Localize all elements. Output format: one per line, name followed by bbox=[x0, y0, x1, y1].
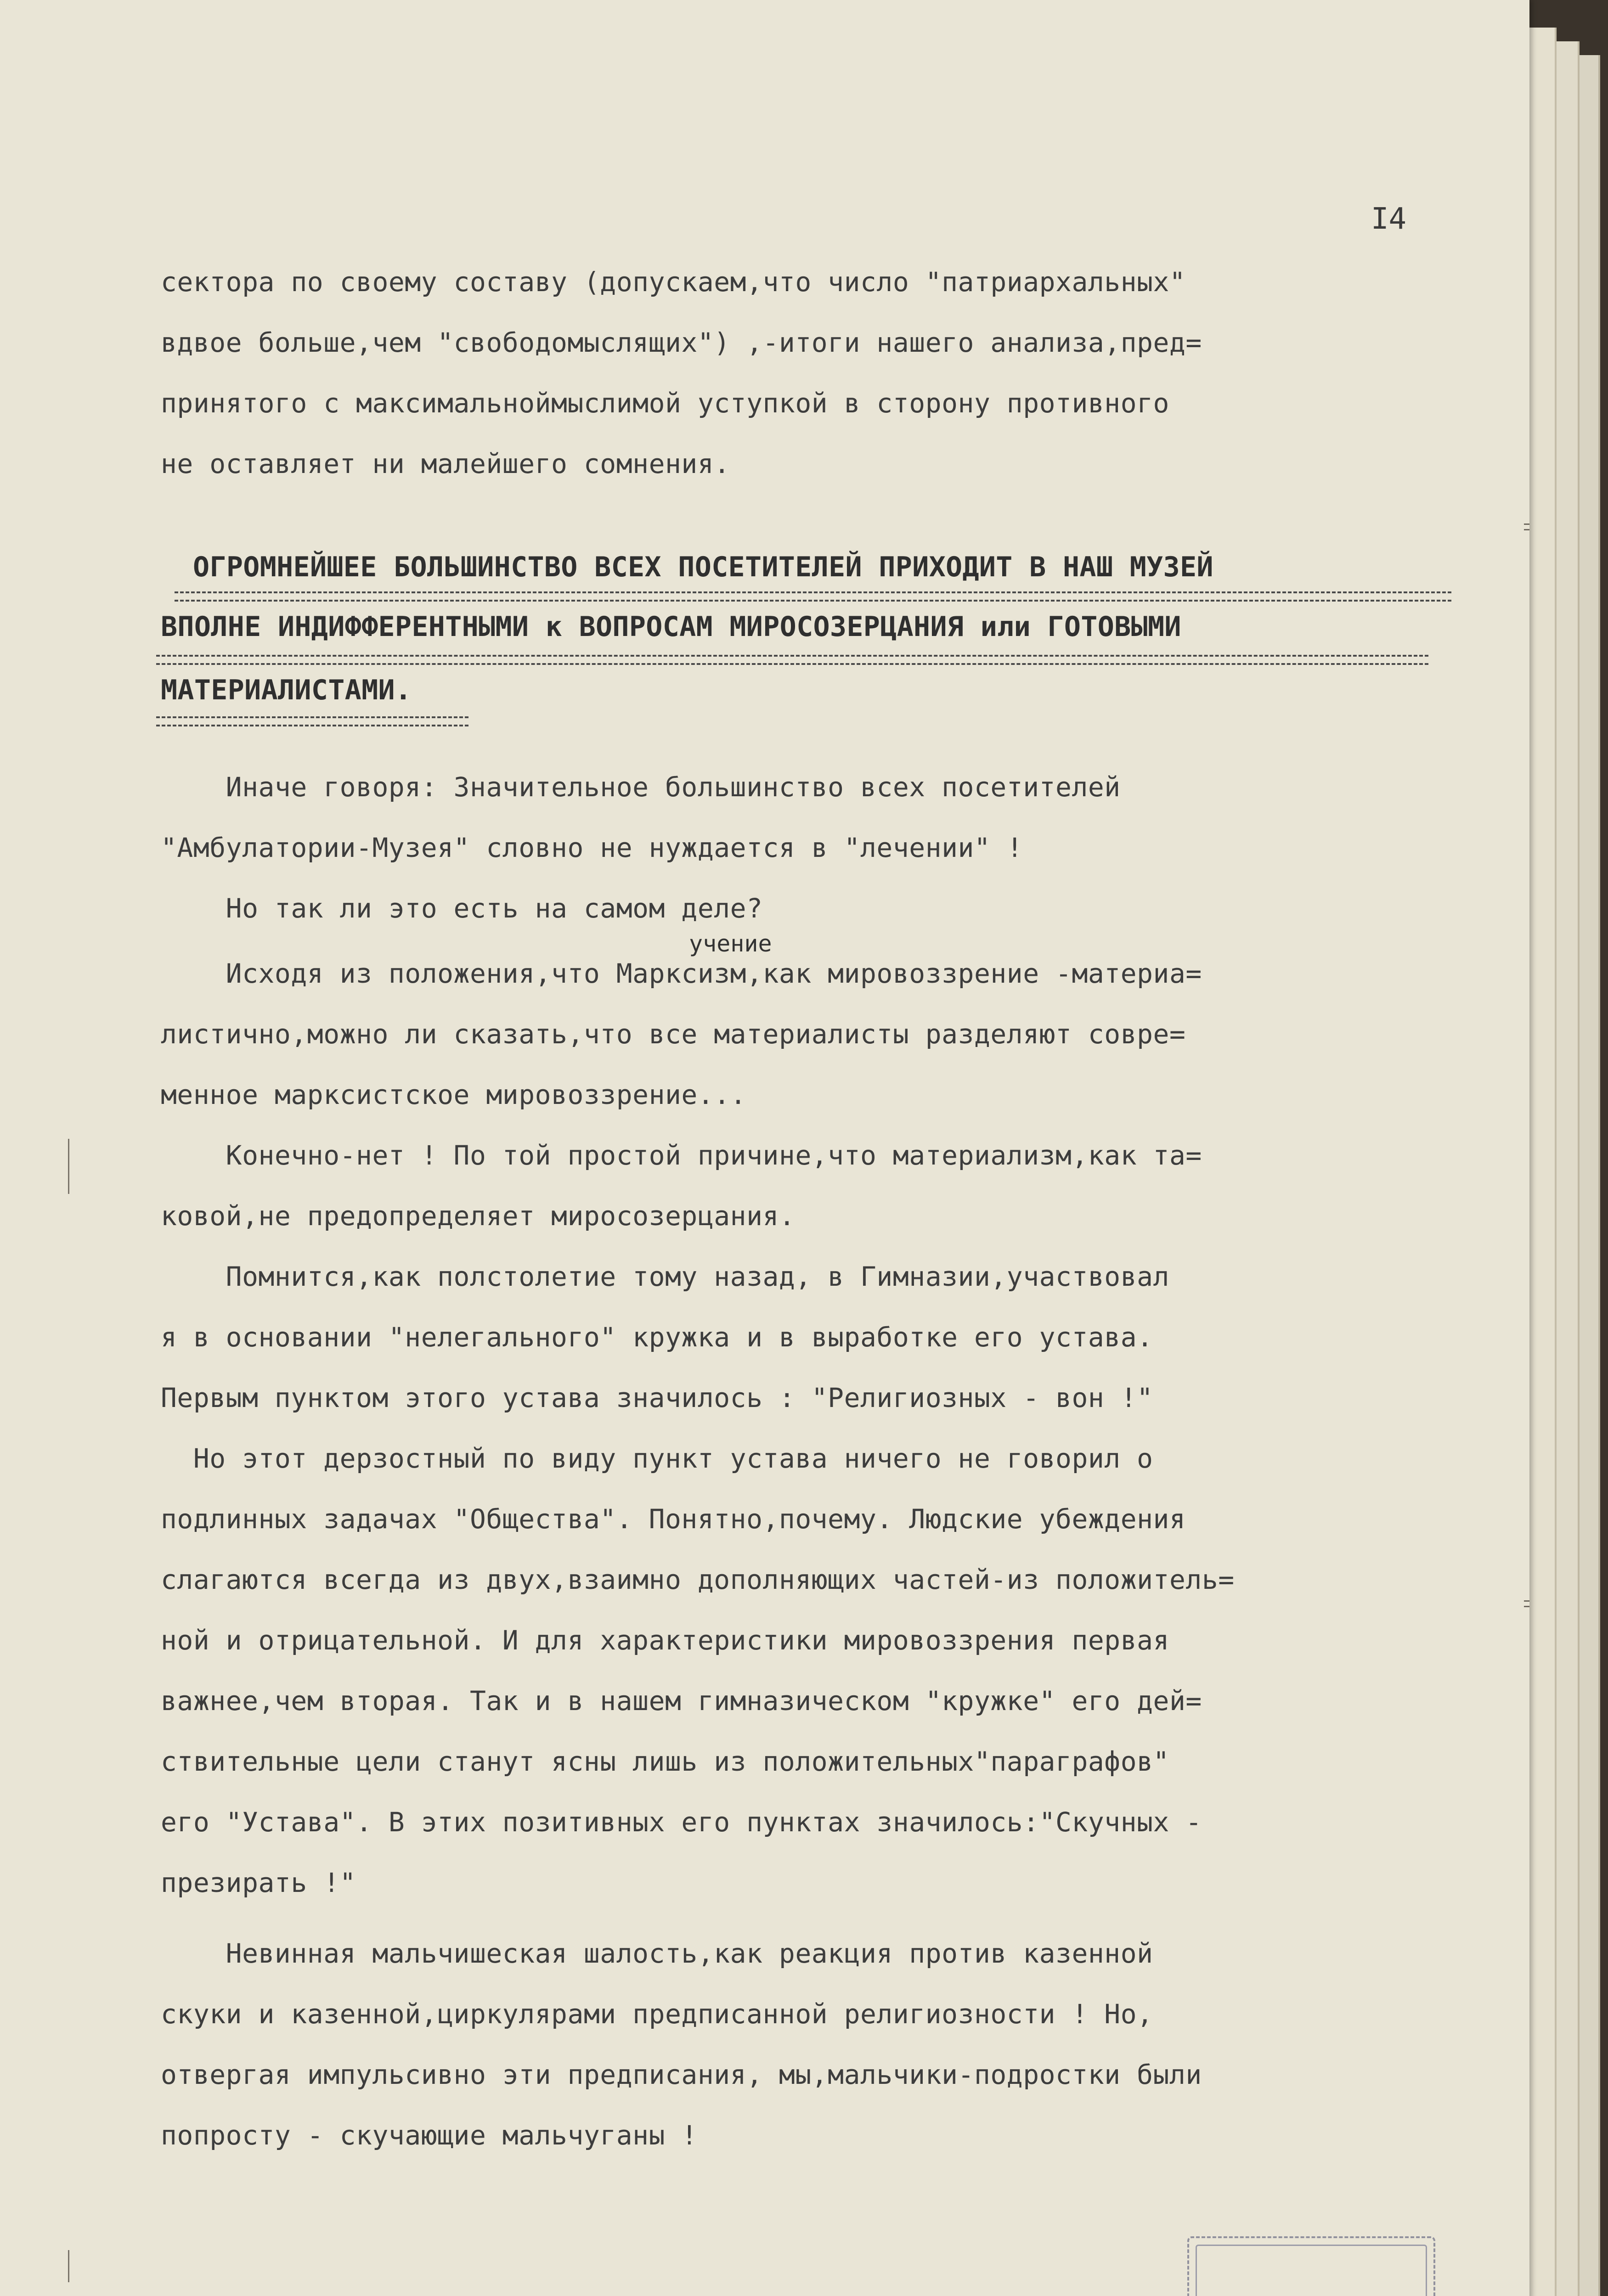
archive-stamp bbox=[1187, 2236, 1435, 2296]
text-line: скуки и казенной,циркулярами предписанной религиозности ! Но, bbox=[161, 1998, 1153, 2030]
margin-tick bbox=[1524, 529, 1529, 530]
section-heading-line: МАТЕРИАЛИСТАМИ. bbox=[161, 674, 412, 706]
text-line: важнее,чем вторая. Так и в нашем гимназическом "кружке" его дей= bbox=[161, 1685, 1202, 1716]
text-line: Помнится,как полстолетие тому назад, в Гимназии,участвовал bbox=[161, 1261, 1169, 1292]
margin-tick bbox=[1524, 523, 1529, 525]
text-line: Но так ли это есть на самом деле? bbox=[161, 893, 763, 924]
inserted-word: учение bbox=[689, 930, 772, 957]
section-heading-line: ОГРОМНЕЙШЕЕ БОЛЬШИНСТВО ВСЕХ ПОСЕТИТЕЛЕЙ ПРИХОДИТ В НАШ МУЗЕЙ bbox=[193, 551, 1213, 583]
heading-underline bbox=[156, 655, 1428, 665]
text-line: не оставляет ни малейшего сомнения. bbox=[161, 448, 730, 479]
text-line: Но этот дерзостный по виду пункт устава ничего не говорил о bbox=[161, 1443, 1153, 1474]
text-line: его "Устава". В этих позитивных его пунктах значилось:"Скучных - bbox=[161, 1806, 1202, 1838]
text-line: Конечно-нет ! По той простой причине,что материализм,как та= bbox=[161, 1140, 1202, 1171]
text-line: принятого с максимальноймыслимой уступкой в сторону противного bbox=[161, 388, 1169, 419]
heading-underline bbox=[175, 591, 1451, 602]
text-line: попросту - скучающие мальчуганы ! bbox=[161, 2120, 698, 2151]
text-line: слагаются всегда из двух,взаимно дополняющих частей-из положитель= bbox=[161, 1564, 1235, 1595]
margin-mark bbox=[68, 2250, 69, 2282]
text-line: Исходя из положения,что Марксизм,как мировоззрение -материа= bbox=[161, 958, 1202, 989]
heading-underline bbox=[156, 716, 468, 726]
text-line: сектора по своему составу (допускаем,что число "патриархальных" bbox=[161, 266, 1186, 298]
text-line: Первым пунктом этого устава значилось : "Религиозных - вон !" bbox=[161, 1382, 1153, 1413]
stamp-border bbox=[1196, 2245, 1427, 2296]
page-number: I4 bbox=[1371, 202, 1407, 236]
text-line: Иначе говоря: Значительное большинство всех посетителей bbox=[161, 771, 1121, 803]
text-line: подлинных задачах "Общества". Понятно,почему. Людские убеждения bbox=[161, 1503, 1186, 1535]
text-line: "Амбулатории-Музея" словно не нуждается в "лечении" ! bbox=[161, 832, 1023, 863]
section-heading-line: ВПОЛНЕ ИНДИФФЕРЕНТНЫМИ к ВОПРОСАМ МИРОСОЗЕРЦАНИЯ или ГОТОВЫМИ bbox=[161, 611, 1181, 643]
text-line: вдвое больше,чем "свободомыслящих") ,-итоги нашего анализа,пред= bbox=[161, 327, 1202, 358]
text-line: ствительные цели станут ясны лишь из положительных"параграфов" bbox=[161, 1746, 1169, 1777]
text-line: ковой,не предопределяет миросозерцания. bbox=[161, 1200, 796, 1232]
text-line: отвергая импульсивно эти предписания, мы,мальчики-подростки были bbox=[161, 2059, 1202, 2090]
text-line: листично,можно ли сказать,что все материалисты разделяют совре= bbox=[161, 1019, 1186, 1050]
margin-tick bbox=[1524, 1606, 1529, 1607]
text-line: ной и отрицательной. И для характеристики мировоззрения первая bbox=[161, 1625, 1169, 1656]
text-line: менное марксистское мировоззрение... bbox=[161, 1079, 747, 1110]
text-line: презирать !" bbox=[161, 1867, 356, 1898]
text-line: я в основании "нелегального" кружка и в выработке его устава. bbox=[161, 1322, 1153, 1353]
margin-tick bbox=[1524, 1600, 1529, 1602]
margin-mark bbox=[68, 1139, 69, 1194]
text-line: Невинная мальчишеская шалость,как реакция против казенной bbox=[161, 1938, 1153, 1969]
